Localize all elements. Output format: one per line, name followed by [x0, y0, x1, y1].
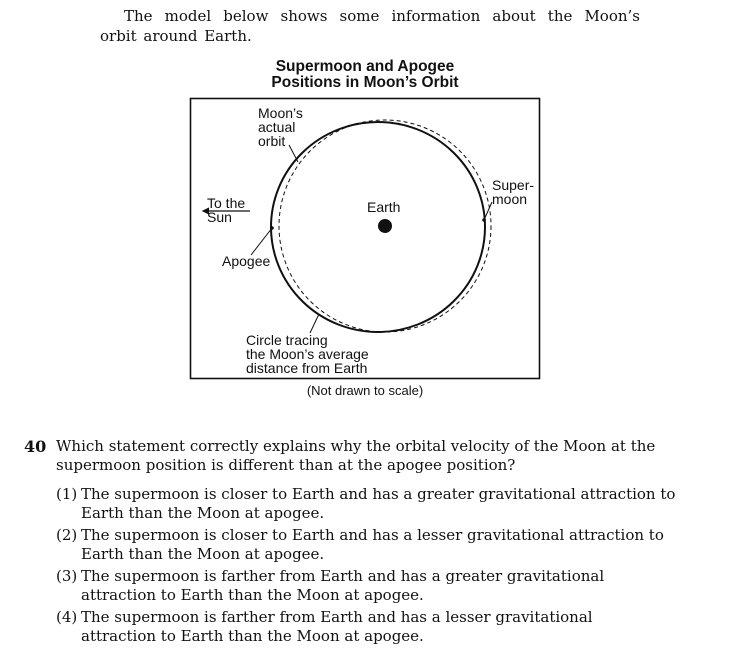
label-supermoon-2: moon [492, 191, 528, 207]
option-text [81, 485, 696, 523]
option-text-line-2: Earth than the Moon at apogee. [81, 504, 325, 522]
label-circle-tracing-3: distance from Earth [246, 360, 368, 376]
circle-leader-line [310, 314, 319, 333]
label-earth: Earth [367, 199, 401, 215]
label-moons-actual-orbit-2: actual [258, 119, 296, 135]
figure-caption: (Not drawn to scale) [306, 383, 424, 398]
label-moons-actual-orbit-3: orbit [258, 133, 286, 149]
answer-option-4[interactable] [56, 608, 696, 646]
answer-options [56, 485, 696, 649]
option-text-line-1: The supermoon is farther from Earth and has a lesser gravitational [81, 608, 593, 626]
label-to-the-sun-1: To the [207, 195, 246, 211]
answer-option-1[interactable] [56, 485, 696, 523]
option-text-line-2: Earth than the Moon at apogee. [81, 545, 325, 563]
option-text-line-1: The supermoon is closer to Earth and has a lesser gravitational attraction to [81, 526, 664, 544]
option-number: (4) [56, 608, 78, 626]
supermoon-point [482, 218, 486, 222]
question-text: Which statement correctly explains why the orbital velocity of the Moon at the supermoon position is different than at the apogee position? [56, 437, 656, 474]
question-number: 40 [24, 437, 47, 456]
option-text-line-2: attraction to Earth than the Moon at apogee. [81, 586, 424, 604]
label-apogee: Apogee [222, 253, 271, 269]
option-text [81, 567, 696, 605]
label-to-the-sun-2: Sun [207, 209, 232, 225]
supermoon-leader-line [484, 202, 492, 220]
apogee-leader-line [251, 228, 272, 255]
actual-orbit-ellipse [271, 122, 485, 332]
answer-option-2[interactable] [56, 526, 696, 564]
option-text-line-1: The supermoon is closer to Earth and has a greater gravitational attraction to [81, 485, 676, 503]
apogee-point [270, 226, 274, 230]
figure-title-line-1: Supermoon and Apogee [275, 58, 455, 75]
question-40 [24, 437, 704, 645]
option-number: (2) [56, 526, 78, 544]
diagram-border [191, 99, 540, 379]
figure-title-line-2: Positions in Moon’s Orbit [271, 74, 459, 91]
label-circle-tracing-1: Circle tracing [246, 332, 328, 348]
orbit-leader-line [289, 145, 298, 162]
intro-paragraph: The model below shows some information about the Moon’s orbit around Earth. [100, 7, 640, 45]
option-number: (3) [56, 567, 78, 585]
answer-option-3[interactable] [56, 567, 696, 605]
label-supermoon-1: Super- [492, 177, 535, 193]
label-circle-tracing-2: the Moon’s average [246, 346, 369, 362]
option-text [81, 608, 696, 646]
option-text-line-1: The supermoon is farther from Earth and has a greater gravitational [81, 567, 605, 585]
option-text-line-2: attraction to Earth than the Moon at apogee. [81, 627, 424, 645]
option-text [81, 526, 696, 564]
label-moons-actual-orbit-1: Moon’s [258, 105, 303, 121]
option-number: (1) [56, 485, 78, 503]
earth-dot [378, 219, 392, 233]
